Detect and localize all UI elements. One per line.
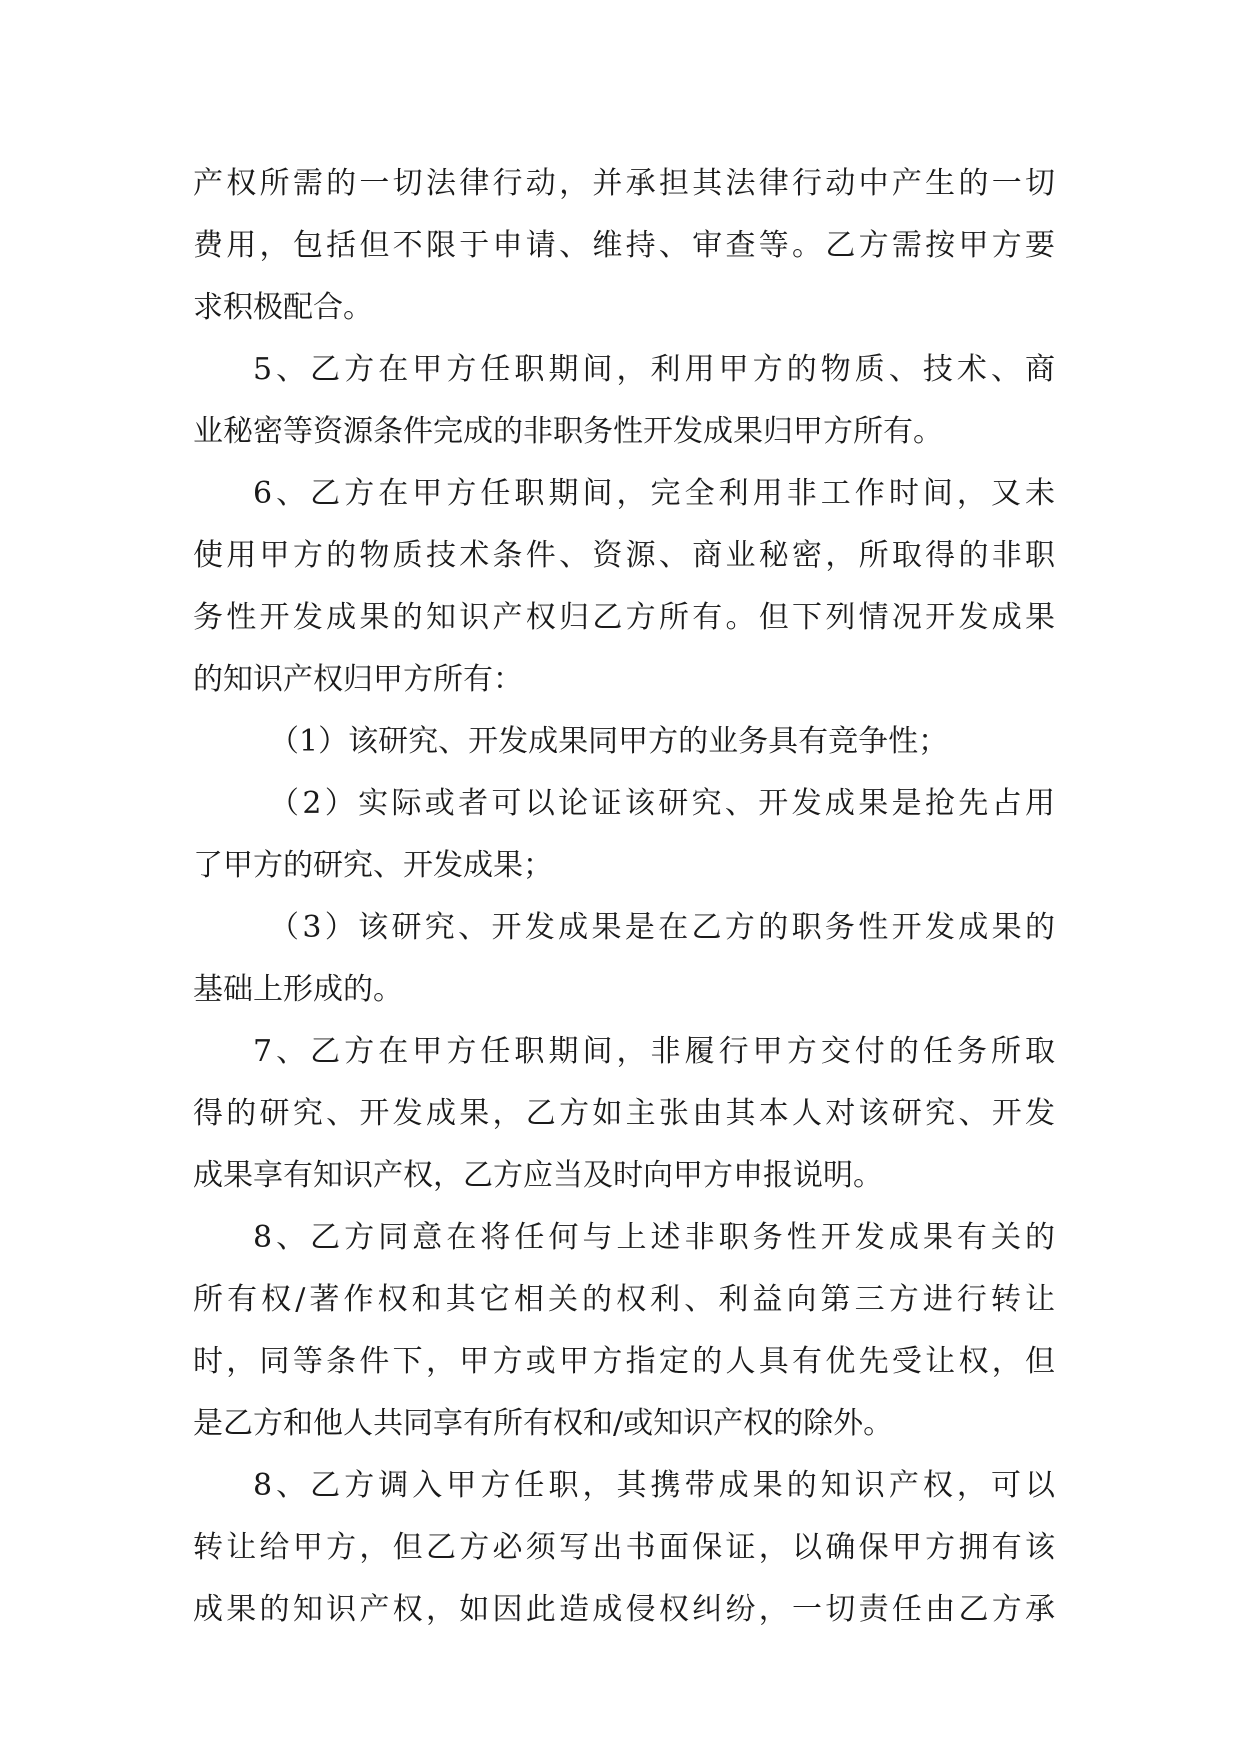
text-line: 所有权/著作权和其它相关的权利、利益向第三方进行转让: [193, 1282, 1055, 1317]
text-line: （2）实际或者可以论证该研究、开发成果是抢先占用: [269, 786, 1055, 821]
text-line: 时，同等条件下，甲方或甲方指定的人具有优先受让权，但: [193, 1344, 1055, 1379]
text-line: 求积极配合。: [193, 290, 373, 325]
text-line: 8、乙方调入甲方任职，其携带成果的知识产权，可以: [253, 1468, 1055, 1503]
text-line: 基础上形成的。: [193, 972, 403, 1007]
text-line: 业秘密等资源条件完成的非职务性开发成果归甲方所有。: [193, 414, 943, 449]
text-line: 成果享有知识产权，乙方应当及时向甲方申报说明。: [193, 1158, 883, 1193]
text-line: 8、乙方同意在将任何与上述非职务性开发成果有关的: [253, 1220, 1055, 1255]
text-line: 7、乙方在甲方任职期间，非履行甲方交付的任务所取: [253, 1034, 1055, 1069]
text-line: 产权所需的一切法律行动，并承担其法律行动中产生的一切: [193, 166, 1055, 201]
text-line: 费用，包括但不限于申请、维持、审查等。乙方需按甲方要: [193, 228, 1055, 263]
text-line: 务性开发成果的知识产权归乙方所有。但下列情况开发成果: [193, 600, 1055, 635]
text-line: 转让给甲方，但乙方必须写出书面保证，以确保甲方拥有该: [193, 1530, 1055, 1565]
text-line: 5、乙方在甲方任职期间，利用甲方的物质、技术、商: [253, 352, 1055, 387]
text-line: 6、乙方在甲方任职期间，完全利用非工作时间，又未: [253, 476, 1055, 511]
text-line: 成果的知识产权，如因此造成侵权纠纷，一切责任由乙方承: [193, 1592, 1055, 1627]
text-line: 是乙方和他人共同享有所有权和/或知识产权的除外。: [193, 1406, 894, 1441]
text-line: 使用甲方的物质技术条件、资源、商业秘密，所取得的非职: [193, 538, 1055, 573]
text-line: 的知识产权归甲方所有：: [193, 662, 523, 697]
text-line: （1）该研究、开发成果同甲方的业务具有竞争性；: [269, 724, 949, 759]
text-line: 得的研究、开发成果，乙方如主张由其本人对该研究、开发: [193, 1096, 1055, 1131]
text-line: 了甲方的研究、开发成果；: [193, 848, 553, 883]
text-line: （3）该研究、开发成果是在乙方的职务性开发成果的: [269, 910, 1055, 945]
